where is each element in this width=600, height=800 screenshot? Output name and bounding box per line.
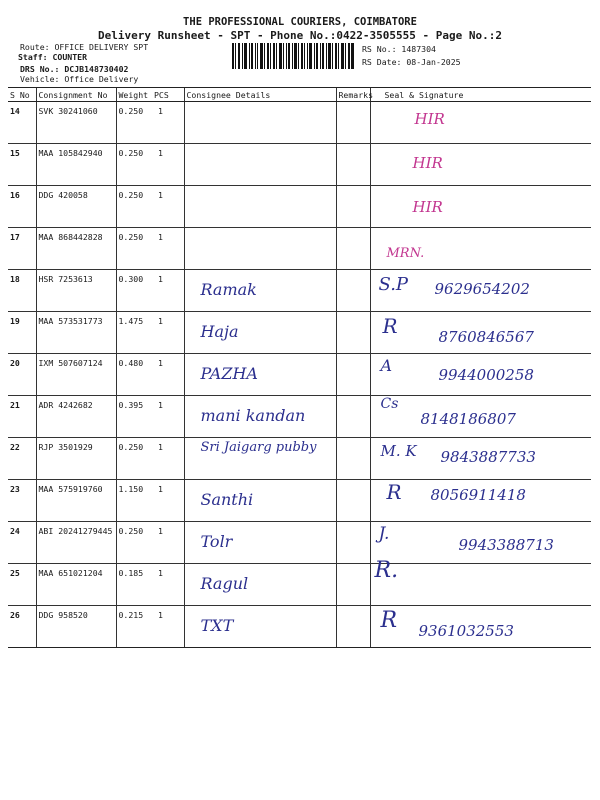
pcs-cell: 1 [152,270,184,312]
table-row [8,228,591,270]
signature-cell [370,480,591,522]
consignee-handwriting: Ramak [200,280,257,299]
signature-handwriting: HIR [412,198,443,216]
consignee-cell [184,522,336,564]
consignee-handwriting: Ragul [200,574,249,593]
consignee-cell [184,354,336,396]
consignee-handwriting: TXT [200,616,234,635]
sno-cell: 18 [8,270,36,312]
col-sno: S No [8,88,36,102]
route-label: Route: OFFICE DELIVERY SPT [20,42,149,52]
consignment-cell: ADR 4242682 [36,396,116,438]
pcs-cell: 1 [152,186,184,228]
signature-handwriting: HIR [414,110,445,128]
consignment-cell: MAA 105842940 [36,144,116,186]
company-title: THE PROFESSIONAL COURIERS, COIMBATORE [183,16,417,28]
consignee-cell [184,228,336,270]
table-row [8,396,591,438]
weight-cell: 0.215 [116,606,152,648]
rs-date: RS Date: 08-Jan-2025 [362,57,461,67]
remarks-cell [336,102,370,144]
table-row [8,480,591,522]
table-row [8,144,591,186]
weight-cell: 0.250 [116,228,152,270]
phone-handwriting: 9843887733 [440,448,536,466]
signature-handwriting: R [380,608,398,633]
consignee-cell [184,564,336,606]
consignee-cell [184,102,336,144]
pcs-cell: 1 [152,522,184,564]
sno-cell: 26 [8,606,36,648]
col-consignment: Consignment No [36,88,116,102]
consignee-handwriting: PAZHA [200,364,258,383]
col-pcs: PCS [152,88,184,102]
weight-cell: 0.185 [116,564,152,606]
rs-number: RS No.: 1487304 [362,44,436,54]
remarks-cell [336,564,370,606]
sno-cell: 20 [8,354,36,396]
consignment-cell: MAA 868442828 [36,228,116,270]
remarks-cell [336,438,370,480]
pcs-cell: 1 [152,354,184,396]
drs-number: DRS No.: DCJB148730402 [20,64,129,74]
remarks-cell [336,186,370,228]
consignee-cell [184,438,336,480]
remarks-cell [336,312,370,354]
consignment-cell: SVK 30241060 [36,102,116,144]
consignment-cell: RJP 3501929 [36,438,116,480]
consignment-cell: DDG 958520 [36,606,116,648]
consignment-cell: DDG 420058 [36,186,116,228]
weight-cell: 0.250 [116,522,152,564]
remarks-cell [336,228,370,270]
consignee-handwriting: Haja [200,322,239,341]
weight-cell: 0.395 [116,396,152,438]
signature-cell [370,270,591,312]
pcs-cell: 1 [152,102,184,144]
signature-handwriting: Cs [380,396,399,412]
signature-handwriting: R [386,480,402,504]
runsheet-subtitle: Delivery Runsheet - SPT - Phone No.:0422-3505555 - Page No.:2 [98,29,502,42]
phone-handwriting: 8148186807 [420,410,516,428]
consignment-cell: MAA 573531773 [36,312,116,354]
phone-handwriting: 9629654202 [434,280,530,298]
consignment-cell: MAA 651021204 [36,564,116,606]
barcode [232,43,354,69]
consignee-cell [184,480,336,522]
sno-cell: 19 [8,312,36,354]
table-header-row [8,88,591,102]
sno-cell: 23 [8,480,36,522]
table-row [8,564,591,606]
remarks-cell [336,480,370,522]
table-row [8,312,591,354]
sno-cell: 15 [8,144,36,186]
table-row [8,522,591,564]
weight-cell: 0.480 [116,354,152,396]
phone-handwriting: 8056911418 [430,486,526,504]
sno-cell: 17 [8,228,36,270]
consignment-cell: MAA 575919760 [36,480,116,522]
weight-cell: 0.250 [116,438,152,480]
remarks-cell [336,354,370,396]
table-row [8,186,591,228]
sno-cell: 24 [8,522,36,564]
consignee-cell [184,186,336,228]
phone-handwriting: 8760846567 [438,328,534,346]
remarks-cell [336,396,370,438]
consignee-handwriting: Tolr [200,532,233,551]
signature-handwriting: HIR [412,154,443,172]
col-signature: Seal & Signature [370,88,591,102]
signature-cell [370,144,591,186]
weight-cell: 0.300 [116,270,152,312]
table-row [8,354,591,396]
phone-handwriting: 9944000258 [438,366,534,384]
signature-cell [370,312,591,354]
signature-cell [370,228,591,270]
consignee-cell [184,396,336,438]
signature-cell [370,354,591,396]
phone-handwriting: 9943388713 [458,536,554,554]
signature-handwriting: MRN. [386,246,425,261]
staff-label: Staff: COUNTER [18,52,88,62]
table-row [8,270,591,312]
signature-handwriting: S.P [378,274,409,295]
consignee-cell [184,312,336,354]
signature-handwriting: R [382,314,398,338]
remarks-cell [336,606,370,648]
signature-cell [370,396,591,438]
pcs-cell: 1 [152,396,184,438]
signature-cell [370,606,591,648]
table-row [8,438,591,480]
remarks-cell [336,522,370,564]
sno-cell: 16 [8,186,36,228]
weight-cell: 1.150 [116,480,152,522]
signature-cell [370,558,591,606]
consignment-cell: IXM 507607124 [36,354,116,396]
consignee-handwriting: mani kandan [200,406,306,425]
consignee-handwriting: Sri Jaigarg pubby [200,440,317,455]
consignment-cell: HSR 7253613 [36,270,116,312]
remarks-cell [336,144,370,186]
consignee-cell [184,270,336,312]
col-consignee: Consignee Details [184,88,336,102]
signature-cell [370,438,591,480]
consignee-cell [184,144,336,186]
runsheet-table [8,87,591,648]
weight-cell: 1.475 [116,312,152,354]
weight-cell: 0.250 [116,144,152,186]
signature-handwriting: J. [378,524,390,544]
pcs-cell: 1 [152,144,184,186]
pcs-cell: 1 [152,312,184,354]
signature-handwriting: A [380,356,393,375]
pcs-cell: 1 [152,564,184,606]
vehicle-label: Vehicle: Office Delivery [20,74,139,84]
col-remarks: Remarks [336,88,370,102]
phone-handwriting: 9361032553 [418,622,514,640]
signature-handwriting: R. [374,558,399,583]
signature-cell [370,522,591,564]
consignee-handwriting: Santhi [200,490,254,509]
sno-cell: 22 [8,438,36,480]
pcs-cell: 1 [152,228,184,270]
signature-handwriting: M. K [380,442,417,460]
signature-cell [370,186,591,228]
remarks-cell [336,270,370,312]
col-weight: Weight [116,88,152,102]
consignment-cell: ABI 20241279445 [36,522,116,564]
weight-cell: 0.250 [116,186,152,228]
pcs-cell: 1 [152,606,184,648]
signature-cell [370,102,591,144]
weight-cell: 0.250 [116,102,152,144]
table-row [8,102,591,144]
sno-cell: 14 [8,102,36,144]
sno-cell: 25 [8,564,36,606]
consignee-cell [184,606,336,648]
table-row [8,606,591,648]
sno-cell: 21 [8,396,36,438]
pcs-cell: 1 [152,480,184,522]
pcs-cell: 1 [152,438,184,480]
